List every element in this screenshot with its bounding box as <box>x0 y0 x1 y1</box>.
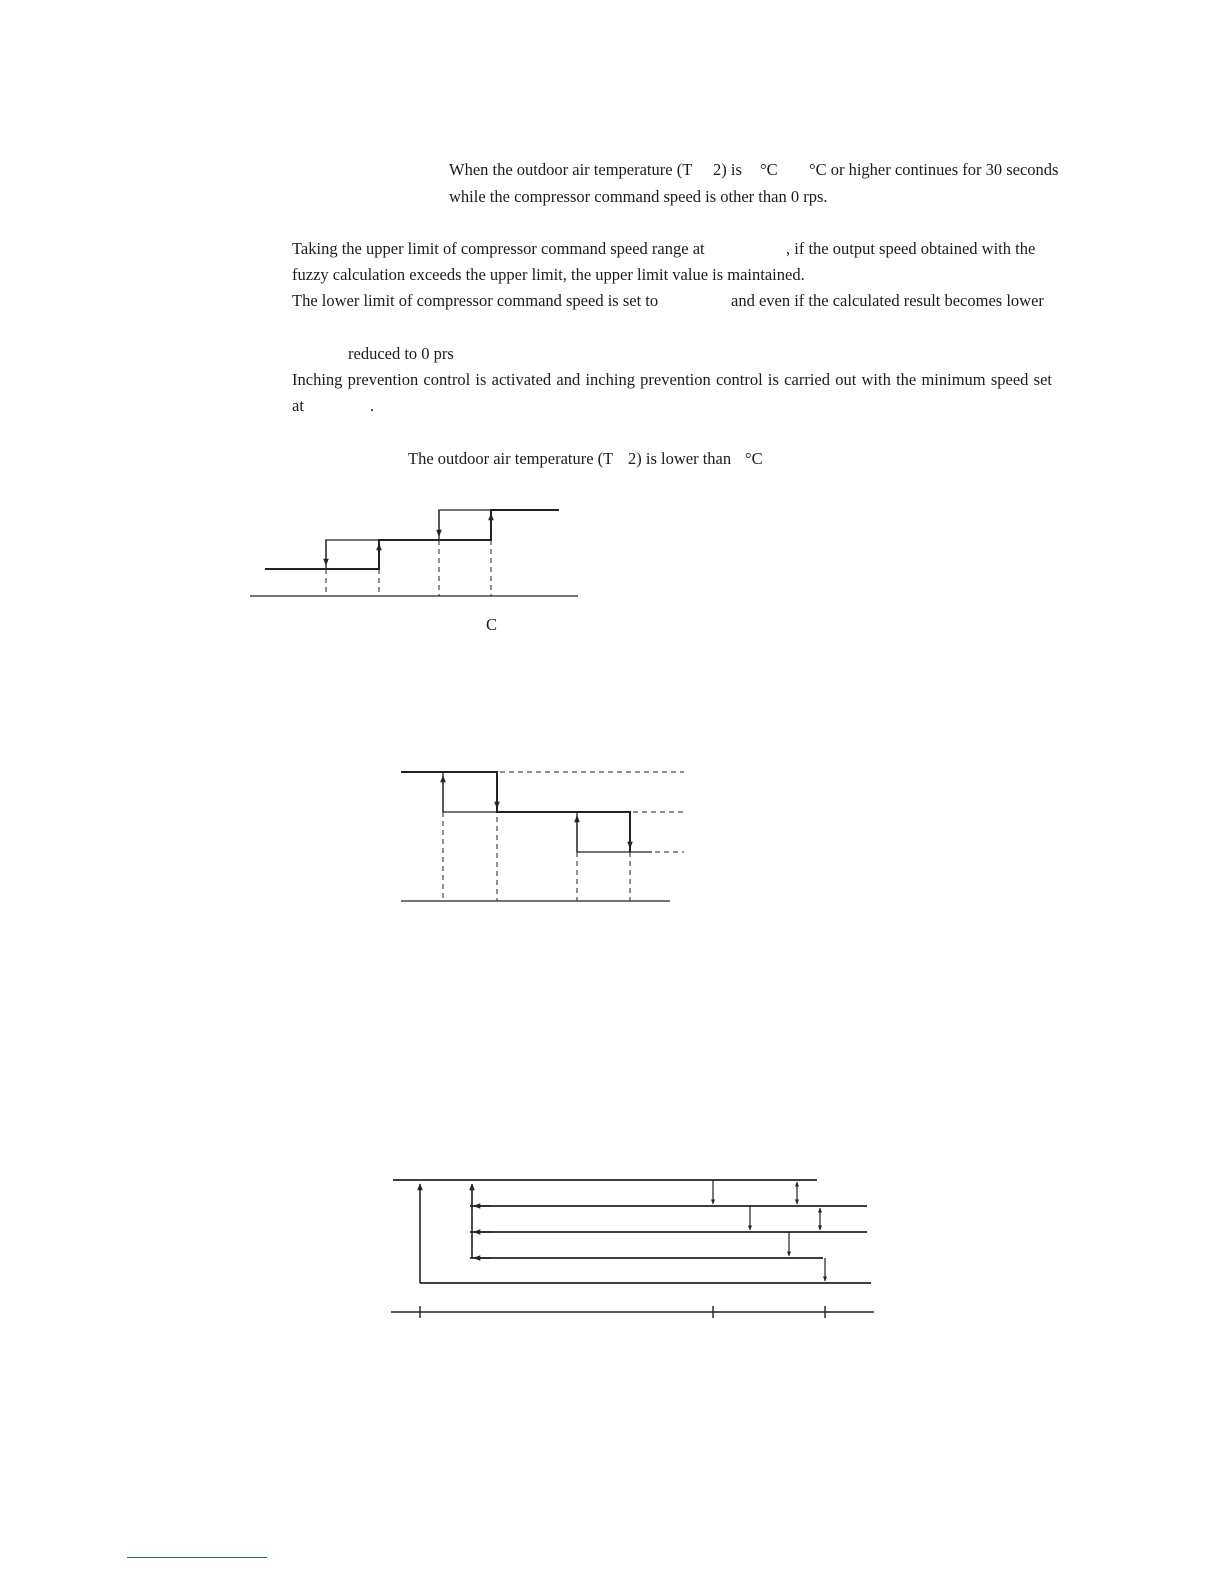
footer-rule <box>127 1557 267 1558</box>
step-diagram-3 <box>391 1180 874 1318</box>
hysteresis-diagram-1 <box>250 510 578 596</box>
diagram1-axis-label: C <box>486 615 498 634</box>
para1-line1-part4: °C or higher continues for 30 seconds <box>809 160 1059 179</box>
para2-line2: fuzzy calculation exceeds the upper limit, the upper limit value is maintained. <box>292 265 805 284</box>
para4-line2-part1: at <box>292 396 304 415</box>
para4-line2-part2: . <box>370 396 375 415</box>
para3-line1-part1: The lower limit of compressor command speed is set to <box>292 291 659 310</box>
para1-line2: while the compressor command speed is other than 0 rps. <box>449 187 828 206</box>
para1-line1-part2: 2) is <box>713 160 742 179</box>
para3-line1-part2: and even if the calculated result becomes lower <box>731 291 1044 310</box>
diagram2-guides <box>443 772 684 901</box>
condition-part1: The outdoor air temperature (T <box>408 449 614 468</box>
para2-line1-part1: Taking the upper limit of compressor command speed range at <box>292 239 705 258</box>
para1-line1-part3: °C <box>760 160 778 179</box>
condition-part2: 2) is lower than <box>628 449 732 468</box>
para1-line1-part1: When the outdoor air temperature (T <box>449 160 693 179</box>
para4-line1: Inching prevention control is activated and inching prevention control is carried out with the minimum speed set <box>292 370 1052 389</box>
para3-line2: reduced to 0 prs <box>348 344 454 363</box>
para2-line1-part2: , if the output speed obtained with the <box>786 239 1036 258</box>
hysteresis-diagram-2 <box>401 772 684 901</box>
condition-part3: °C <box>745 449 763 468</box>
